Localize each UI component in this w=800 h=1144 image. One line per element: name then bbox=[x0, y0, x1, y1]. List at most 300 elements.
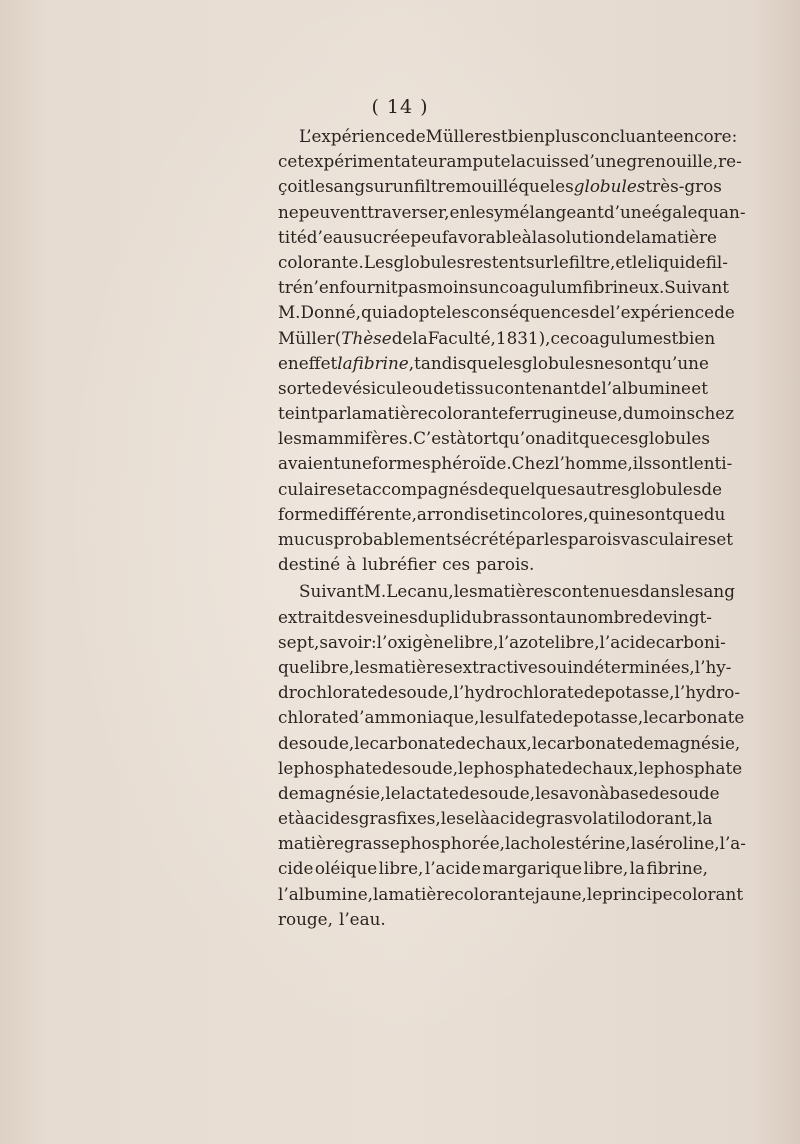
word: principe bbox=[602, 883, 673, 904]
word: d’eau bbox=[306, 226, 354, 247]
word: quelques bbox=[498, 478, 576, 499]
word: la bbox=[510, 151, 526, 172]
word: margarique bbox=[482, 858, 582, 879]
text-line bbox=[278, 831, 746, 856]
word: vingt- bbox=[663, 606, 712, 627]
text-line bbox=[278, 907, 708, 932]
word: fixes, bbox=[396, 808, 441, 829]
word: sphéroïde. bbox=[422, 453, 512, 474]
word: ils bbox=[632, 453, 653, 474]
word: , bbox=[408, 352, 415, 373]
word: des bbox=[334, 606, 364, 627]
word: que bbox=[518, 176, 550, 197]
word: sont bbox=[519, 606, 556, 627]
word: globules bbox=[573, 176, 646, 197]
word: extractives bbox=[452, 656, 547, 677]
word: l’acide bbox=[599, 631, 656, 652]
word: l’expérience bbox=[609, 302, 715, 323]
word: matière bbox=[278, 833, 344, 854]
text-line bbox=[278, 124, 738, 149]
word: colorant bbox=[672, 883, 744, 904]
word: de bbox=[580, 377, 602, 398]
word: l’albumine bbox=[601, 377, 691, 398]
word: de bbox=[701, 478, 723, 499]
word: du bbox=[417, 606, 440, 627]
word: teint bbox=[278, 403, 318, 424]
word: autres bbox=[575, 478, 630, 499]
word: chaux, bbox=[475, 732, 532, 753]
word: de bbox=[648, 782, 670, 803]
word: fibrineux. bbox=[582, 277, 665, 298]
word: Suivant bbox=[299, 581, 364, 602]
word: le bbox=[632, 251, 648, 272]
word: vésicule bbox=[342, 377, 412, 398]
word: ne bbox=[593, 352, 615, 373]
text-line bbox=[278, 351, 708, 376]
word: par bbox=[515, 529, 544, 549]
text-line bbox=[278, 451, 733, 476]
word: le bbox=[385, 782, 401, 803]
word: de bbox=[561, 757, 583, 778]
word: a bbox=[545, 428, 556, 449]
word: acides bbox=[304, 808, 359, 829]
word: sorte bbox=[278, 377, 322, 398]
text-line bbox=[278, 225, 717, 250]
word: tort bbox=[466, 428, 499, 449]
word: de bbox=[391, 327, 413, 348]
word: expérimentateur bbox=[304, 151, 447, 172]
word: Thèse bbox=[341, 327, 392, 348]
word: coagulum bbox=[569, 327, 653, 348]
word: colorante. bbox=[278, 251, 364, 272]
word: que bbox=[672, 503, 704, 524]
word: peuvent bbox=[298, 201, 368, 222]
word: lactate bbox=[400, 782, 459, 803]
word: matière bbox=[388, 883, 455, 904]
text-line bbox=[278, 200, 746, 225]
word: : bbox=[731, 126, 738, 146]
word: l’azote bbox=[498, 631, 555, 652]
word: cide bbox=[278, 858, 314, 879]
word: qu’on bbox=[498, 428, 546, 449]
word: gras bbox=[358, 808, 397, 829]
word: à bbox=[294, 808, 305, 829]
word: matières bbox=[477, 581, 553, 602]
word: la bbox=[505, 833, 521, 854]
text-line bbox=[278, 149, 742, 174]
word: le bbox=[586, 883, 603, 904]
word: peu bbox=[410, 226, 442, 247]
word: chlorate bbox=[278, 707, 349, 728]
word: jaune, bbox=[534, 883, 587, 904]
word: nombre bbox=[576, 606, 643, 627]
word: ampute bbox=[446, 151, 511, 172]
text-line bbox=[278, 250, 728, 275]
word: forme bbox=[371, 453, 423, 474]
word: la bbox=[337, 352, 353, 373]
word: séroline, bbox=[646, 833, 720, 854]
word: vasculaires bbox=[620, 529, 717, 549]
word: chaux, bbox=[582, 757, 639, 778]
word: ( bbox=[334, 327, 342, 348]
word: le bbox=[553, 251, 569, 272]
word: fibrine, bbox=[646, 858, 708, 879]
word: de bbox=[583, 682, 605, 703]
word: probablement bbox=[333, 529, 453, 549]
word: est bbox=[482, 126, 508, 146]
word: est bbox=[652, 327, 679, 348]
word: çoit bbox=[278, 176, 310, 197]
word: ne bbox=[615, 503, 637, 524]
word: cuisse bbox=[525, 151, 579, 172]
word: bras bbox=[482, 606, 520, 627]
text-line bbox=[278, 552, 708, 577]
word: de bbox=[404, 126, 426, 146]
word: culaires bbox=[278, 478, 346, 499]
text-line bbox=[278, 174, 722, 199]
word: colorante bbox=[454, 883, 535, 904]
word: du bbox=[460, 606, 483, 627]
word: un bbox=[477, 277, 500, 298]
word: les bbox=[278, 428, 302, 449]
word: accompagnés bbox=[362, 478, 478, 499]
word: de bbox=[552, 707, 574, 728]
word: qui bbox=[588, 503, 616, 524]
word: qu’une bbox=[650, 352, 709, 373]
word: les bbox=[497, 352, 522, 373]
word: le bbox=[458, 757, 474, 778]
word: soude, bbox=[402, 757, 459, 778]
word: les bbox=[354, 656, 379, 677]
text-line bbox=[278, 806, 713, 831]
word: Müller bbox=[425, 126, 483, 146]
word: volatil bbox=[572, 808, 626, 829]
text-line bbox=[278, 326, 716, 351]
paragraph bbox=[278, 579, 746, 932]
word: libre, bbox=[309, 656, 355, 677]
word: de bbox=[278, 732, 299, 753]
word: le bbox=[531, 732, 548, 753]
word: phosphate bbox=[473, 757, 562, 778]
text-line bbox=[278, 882, 744, 907]
word: globules bbox=[521, 352, 594, 373]
word: solution bbox=[547, 226, 615, 247]
word: arrondis bbox=[416, 503, 489, 524]
word: Müller bbox=[278, 327, 335, 348]
text-line bbox=[278, 630, 726, 655]
word: potasse, bbox=[604, 682, 675, 703]
word: l’a- bbox=[719, 833, 746, 854]
word: l’hydro- bbox=[674, 682, 741, 703]
word: la bbox=[346, 403, 362, 424]
word: sang bbox=[694, 581, 735, 602]
word: potasse, bbox=[573, 707, 644, 728]
word: les bbox=[470, 201, 495, 222]
word: de bbox=[642, 606, 664, 627]
word: ne bbox=[278, 201, 299, 222]
word: grenouille, bbox=[626, 151, 719, 172]
word: d’une bbox=[603, 201, 652, 222]
word: le bbox=[440, 808, 457, 829]
page-number: ( 14 ) bbox=[371, 96, 429, 118]
word: différente, bbox=[328, 503, 417, 524]
word: Suivant bbox=[664, 277, 729, 298]
word: mucus bbox=[278, 529, 334, 549]
word: les bbox=[446, 302, 471, 323]
word: l’homme, bbox=[554, 453, 633, 474]
word: moins bbox=[427, 277, 478, 298]
word: la bbox=[635, 226, 652, 247]
word: du bbox=[703, 503, 726, 524]
word: le bbox=[679, 581, 695, 602]
text-line bbox=[278, 781, 720, 806]
text-line bbox=[278, 300, 735, 325]
word: sur bbox=[526, 251, 554, 272]
word: effet bbox=[298, 352, 338, 373]
word: que bbox=[278, 656, 310, 677]
word: Les bbox=[363, 251, 394, 272]
word: au bbox=[556, 606, 577, 627]
text-line bbox=[278, 756, 743, 781]
word: et bbox=[488, 503, 506, 524]
word: Faculté, bbox=[427, 327, 496, 348]
word: à bbox=[521, 226, 532, 247]
word: magnésie, bbox=[298, 782, 386, 803]
word: base bbox=[609, 782, 649, 803]
word: une bbox=[340, 453, 372, 474]
word: carbonate bbox=[658, 707, 745, 728]
word: libre, bbox=[378, 858, 424, 879]
word: ces bbox=[442, 554, 471, 575]
word: sur bbox=[365, 176, 393, 197]
word: oléique bbox=[314, 858, 378, 879]
word: l’hydrochlorate bbox=[453, 682, 584, 703]
text-line bbox=[278, 502, 726, 527]
word: soude, bbox=[397, 682, 454, 703]
word: tandis bbox=[414, 352, 467, 373]
word: drochlorate bbox=[278, 682, 378, 703]
word: soude, bbox=[479, 782, 536, 803]
word: savoir bbox=[319, 631, 371, 652]
word: ce bbox=[550, 327, 570, 348]
text-line bbox=[278, 680, 741, 705]
word: bien bbox=[678, 327, 716, 348]
word: l’hy- bbox=[694, 656, 732, 677]
word: cholestérine, bbox=[520, 833, 631, 854]
word: liquide bbox=[647, 251, 706, 272]
word: le bbox=[643, 707, 659, 728]
word: et bbox=[615, 251, 633, 272]
word: L’expérience bbox=[299, 126, 405, 146]
word: le bbox=[479, 707, 495, 728]
word: de bbox=[278, 782, 299, 803]
text-line bbox=[278, 655, 732, 680]
word: tissu bbox=[454, 377, 495, 398]
word: coagulum bbox=[499, 277, 583, 298]
word: un bbox=[392, 176, 415, 197]
word: ou bbox=[546, 656, 568, 677]
word: très-gros bbox=[645, 176, 722, 197]
word: globules bbox=[393, 251, 466, 272]
word: incolores, bbox=[505, 503, 589, 524]
word: et bbox=[278, 808, 295, 829]
word: : bbox=[370, 631, 377, 652]
text-line bbox=[278, 527, 734, 552]
word: de bbox=[477, 478, 499, 499]
word: encore bbox=[673, 126, 732, 146]
word: la bbox=[630, 833, 647, 854]
word: filtre bbox=[414, 176, 456, 197]
word: carbonate bbox=[369, 732, 456, 753]
word: de bbox=[458, 782, 480, 803]
word: soude, bbox=[298, 732, 355, 753]
word: la bbox=[697, 808, 713, 829]
word: les bbox=[543, 529, 568, 549]
word: le bbox=[309, 176, 325, 197]
word: Donné, bbox=[300, 302, 361, 323]
word: de bbox=[632, 732, 654, 753]
word: carboni- bbox=[655, 631, 726, 652]
text-line bbox=[278, 275, 729, 300]
word: tité bbox=[278, 226, 307, 247]
text-line bbox=[278, 401, 735, 426]
word: ou bbox=[411, 377, 433, 398]
word: dit bbox=[556, 428, 579, 449]
text-line bbox=[278, 376, 708, 401]
word: matière bbox=[361, 403, 428, 424]
word: lenti- bbox=[688, 453, 733, 474]
word: à bbox=[346, 554, 357, 575]
word: pas bbox=[397, 277, 428, 298]
word: mammifères. bbox=[301, 428, 414, 449]
word: gras bbox=[535, 808, 573, 829]
word: matières bbox=[378, 656, 453, 677]
word: en bbox=[449, 201, 471, 222]
word: avaient bbox=[278, 453, 341, 474]
word: quan- bbox=[697, 201, 746, 222]
word: globules bbox=[629, 478, 702, 499]
word: restent bbox=[465, 251, 526, 272]
word: soude bbox=[669, 782, 720, 803]
word: veines bbox=[363, 606, 418, 627]
word: contenant bbox=[494, 377, 581, 398]
word: carbonate bbox=[547, 732, 633, 753]
word: l’acide bbox=[424, 858, 481, 879]
word: libre, bbox=[453, 631, 499, 652]
word: par bbox=[317, 403, 347, 424]
word: d’une bbox=[578, 151, 627, 172]
word: M. bbox=[278, 302, 301, 323]
word: de bbox=[377, 682, 398, 703]
word: et bbox=[716, 529, 734, 549]
word: la bbox=[412, 327, 428, 348]
word: indéterminées, bbox=[567, 656, 695, 677]
word: 1831), bbox=[495, 327, 551, 348]
word: Lecanu, bbox=[386, 581, 454, 602]
word: forme bbox=[278, 503, 329, 524]
word: sont bbox=[636, 503, 673, 524]
word: lubréfier bbox=[362, 554, 437, 575]
word: colorante bbox=[427, 403, 509, 424]
word: parois bbox=[567, 529, 621, 549]
word: re- bbox=[718, 151, 742, 172]
word: l’oxigène bbox=[376, 631, 454, 652]
word: dans bbox=[639, 581, 680, 602]
text-line bbox=[278, 605, 712, 630]
word: favorable bbox=[441, 226, 522, 247]
word: ferrugineuse, bbox=[508, 403, 623, 424]
word: fibrine bbox=[352, 352, 409, 373]
word: l’albumine, bbox=[278, 883, 373, 904]
word: de bbox=[589, 302, 610, 323]
word: le bbox=[638, 757, 654, 778]
word: phosphate bbox=[293, 757, 382, 778]
word: sel bbox=[456, 808, 480, 829]
word: libre, bbox=[554, 631, 600, 652]
word: destiné bbox=[278, 554, 341, 575]
word: de bbox=[321, 377, 343, 398]
text-line bbox=[278, 705, 745, 730]
word: sang bbox=[324, 176, 366, 197]
word: libre, bbox=[583, 858, 629, 879]
word: sulfate bbox=[494, 707, 553, 728]
word: du bbox=[622, 403, 645, 424]
word: le bbox=[535, 782, 551, 803]
word: phosphate bbox=[653, 757, 743, 778]
text-line bbox=[278, 731, 741, 756]
word: les bbox=[549, 176, 574, 197]
word: moins bbox=[644, 403, 696, 424]
word: sept, bbox=[278, 631, 320, 652]
word: l’eau. bbox=[338, 908, 386, 929]
text-line bbox=[278, 477, 723, 502]
word: tré bbox=[278, 277, 303, 298]
word: matière bbox=[651, 226, 717, 247]
word: à bbox=[456, 428, 467, 449]
word: sont bbox=[614, 352, 651, 373]
word: à bbox=[479, 808, 490, 829]
text-line bbox=[278, 426, 708, 451]
word: traverser, bbox=[367, 201, 450, 222]
word: sécrété bbox=[452, 529, 516, 549]
word: égale bbox=[651, 201, 698, 222]
word: magnésie, bbox=[653, 732, 741, 753]
word: adopte bbox=[387, 302, 447, 323]
word: concluante bbox=[580, 126, 674, 146]
word: mélangeant bbox=[503, 201, 604, 222]
word: de bbox=[615, 226, 636, 247]
word: contenues bbox=[552, 581, 640, 602]
word: mouillé bbox=[455, 176, 519, 197]
word: sont bbox=[652, 453, 689, 474]
word: en bbox=[278, 352, 299, 373]
word: fil- bbox=[705, 251, 728, 272]
word: conséquences bbox=[470, 302, 590, 323]
text-line bbox=[278, 579, 735, 604]
paragraph bbox=[278, 124, 746, 577]
word: de bbox=[433, 377, 454, 398]
word: chez bbox=[695, 403, 735, 424]
word: la bbox=[629, 858, 646, 879]
word: ces bbox=[610, 428, 639, 449]
word: y bbox=[494, 201, 504, 222]
text-line bbox=[278, 856, 708, 881]
word: grasse bbox=[343, 833, 400, 854]
word: d’ammoniaque, bbox=[348, 707, 480, 728]
word: M. bbox=[363, 581, 387, 602]
word: fournit bbox=[339, 277, 398, 298]
word: que bbox=[466, 352, 498, 373]
